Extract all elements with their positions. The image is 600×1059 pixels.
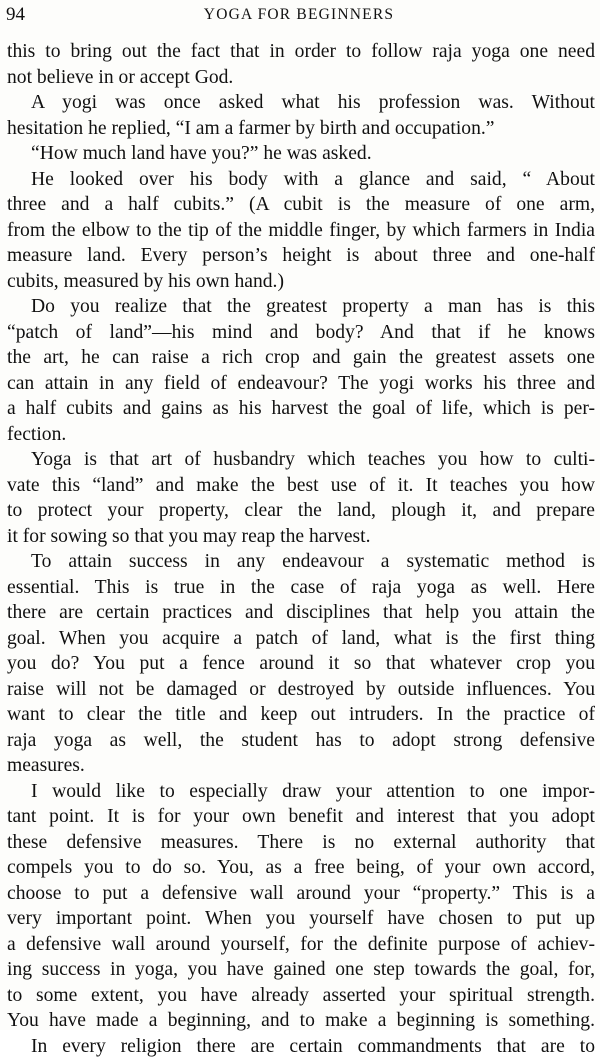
book-title: YOGA FOR BEGINNERS: [66, 2, 532, 28]
text-line: to protect your property, clear the land, plough it, and prepare: [7, 498, 595, 524]
text-line: the art, he can raise a rich crop and gain the greatest assets one: [7, 345, 595, 371]
text-line: from the elbow to the tip of the middle finger, by which farmers in India: [7, 218, 595, 244]
text-line: very important point. When you yourself have chosen to put up: [7, 906, 595, 932]
text-line: measures.: [7, 753, 595, 779]
text-line: Do you realize that the greatest property a man has is this: [7, 294, 595, 320]
text-line: it for sowing so that you may reap the harvest.: [7, 524, 595, 550]
text-line: a half cubits and gains as his harvest the goal of life, which is per-: [7, 396, 595, 422]
text-line: can attain in any field of endeavour? The yogi works his three and: [7, 371, 595, 397]
text-line: ing success in yoga, you have gained one step towards the goal, for,: [7, 957, 595, 983]
text-line: three and a half cubits.” (A cubit is the measure of one arm,: [7, 192, 595, 218]
text-line: To attain success in any endeavour a systematic method is: [7, 549, 595, 575]
text-line: choose to put a defensive wall around your “property.” This is a: [7, 881, 595, 907]
text-line: vate this “land” and make the best use of it. It teaches you how: [7, 473, 595, 499]
text-line: I would like to especially draw your attention to one impor-: [7, 779, 595, 805]
text-line: measure land. Every person’s height is about three and one-half: [7, 243, 595, 269]
text-line: want to clear the title and keep out intruders. In the practice of: [7, 702, 595, 728]
text-line: tant point. It is for your own benefit and interest that you adopt: [7, 804, 595, 830]
text-line: You have made a beginning, and to make a beginning is something.: [7, 1008, 595, 1034]
text-line: you do? You put a fence around it so that whatever crop you: [7, 651, 595, 677]
text-line: this to bring out the fact that in order to follow raja yoga one need: [7, 39, 595, 65]
text-line: raise will not be damaged or destroyed by outside influences. You: [7, 677, 595, 703]
text-line: “How much land have you?” he was asked.: [7, 141, 595, 167]
text-line: a defensive wall around yourself, for the definite purpose of achiev-: [7, 932, 595, 958]
page-number: 94: [6, 2, 66, 28]
text-line: goal. When you acquire a patch of land, what is the first thing: [7, 626, 595, 652]
text-line: cubits, measured by his own hand.): [7, 269, 595, 295]
text-line: hesitation he replied, “I am a farmer by birth and occupation.”: [7, 116, 595, 142]
text-line: fection.: [7, 422, 595, 448]
text-line: not believe in or accept God.: [7, 65, 595, 91]
text-line: to some extent, you have already asserted your spiritual strength.: [7, 983, 595, 1009]
text-line: In every religion there are certain commandments that are to: [7, 1034, 595, 1059]
text-line: compels you to do so. You, as a free being, of your own accord,: [7, 855, 595, 881]
text-line: there are certain practices and disciplines that help you attain the: [7, 600, 595, 626]
text-line: He looked over his body with a glance and said, “ About: [7, 167, 595, 193]
text-line: Yoga is that art of husbandry which teaches you how to culti-: [7, 447, 595, 473]
text-line: these defensive measures. There is no external authority that: [7, 830, 595, 856]
text-line: raja yoga as well, the student has to adopt strong defensive: [7, 728, 595, 754]
text-line: essential. This is true in the case of raja yoga as well. Here: [7, 575, 595, 601]
text-line: “patch of land”—his mind and body? And that if he knows: [7, 320, 595, 346]
text-line: A yogi was once asked what his profession was. Without: [7, 90, 595, 116]
running-head: [6, 2, 592, 28]
body-text: [7, 39, 595, 1059]
